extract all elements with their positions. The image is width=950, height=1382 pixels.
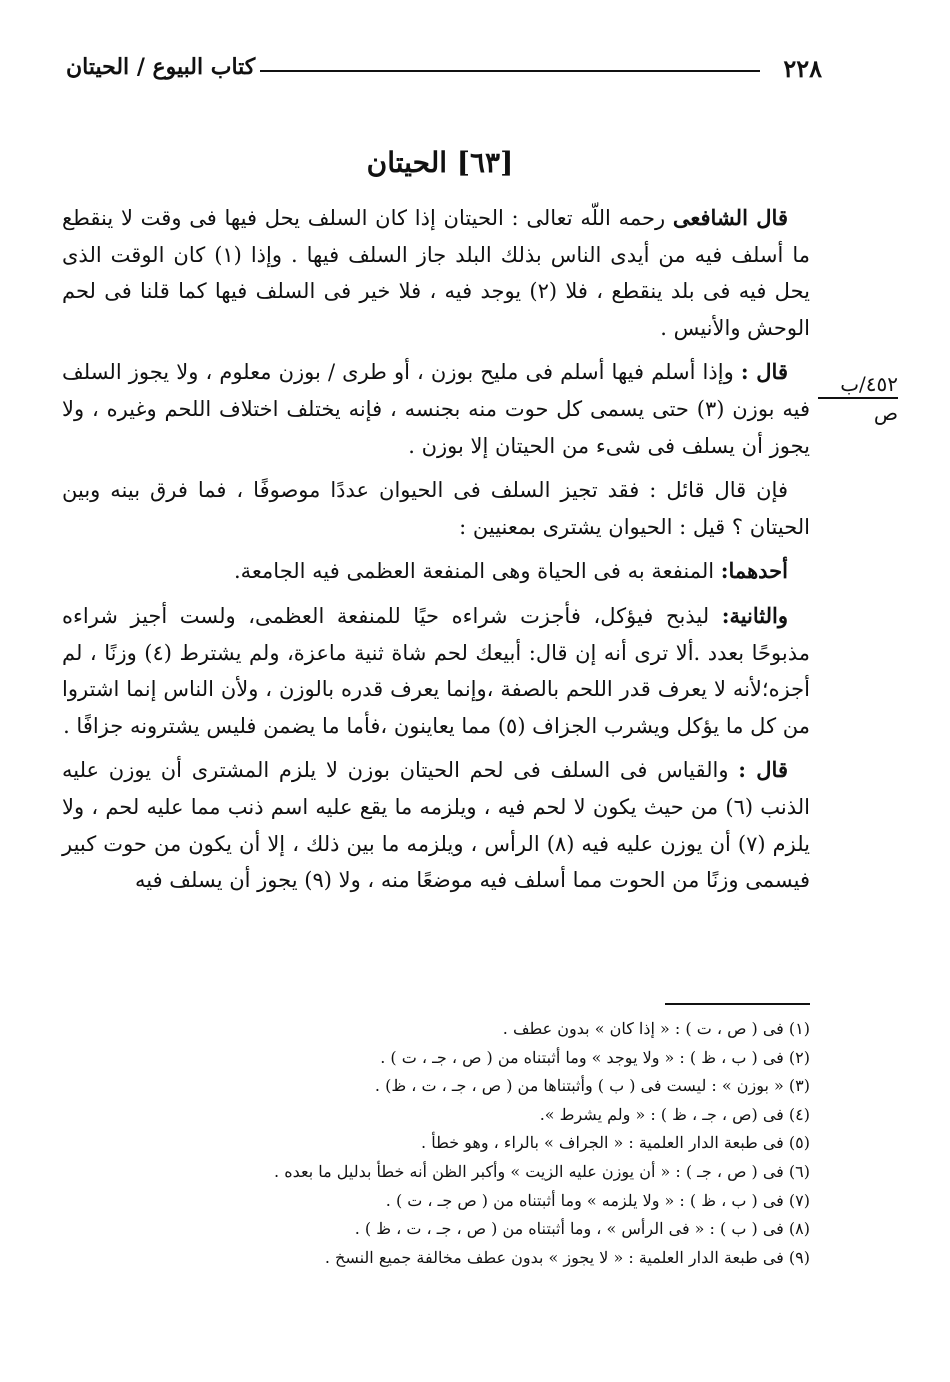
paragraph-text: رحمه اللّه تعالى : الحيتان إذا كان السلف يحل فيها فى وقت لا ينقطع ما أسلف فيه من أيدى الناس بذلك البلد جاز السلف فيها . وإذا (١) كان الوقت الذى يحل فيه فى بلد ينقطع ، فلا (٢) يوجد فيه ، فلا خير فى السلف فيها كما قلنا فى لحم الوحش والأنيس . [62, 206, 810, 340]
paragraph-lead: أحدهما: [720, 558, 788, 584]
margin-note-folio: ٤٥٢/ب [818, 372, 898, 399]
section-title: كتاب البيوع / الحيتان [66, 54, 256, 80]
paragraph-lead: قال : [738, 757, 788, 783]
footnote: (٣) « بوزن » : ليست فى ( ب ) وأثبتناها من ( ص ، جـ ، ت ، ظ) . [374, 1076, 810, 1096]
paragraph [62, 472, 810, 545]
paragraph [62, 200, 810, 346]
paragraph-text: المنفعة به فى الحياة وهى المنفعة العظمى فيه الجامعة. [233, 559, 721, 584]
footnote: (١) فى ( ص ، ت ) : « إذا كان » بدون عطف . [502, 1019, 810, 1038]
paragraph-text: وإذا أسلم فيها أسلم فى مليح بوزن ، أو طرى / بوزن معلوم ، ولا يجوز السلف فيه بوزن (٣) حتى يسمى كل حوت منه بجنسه ، فإنه يختلف اختلاف اللحم وغيره ، ولا يجوز أن يسلف فى شىء من الحيتان إلا بوزن . [62, 360, 810, 458]
paragraph-lead: قال الشافعى [672, 205, 788, 230]
main-text [62, 200, 810, 907]
paragraph-text: ليذبح فيؤكل، فأجزت شراءه حيًا للمنفعة العظمى، ولست أجيز شراءه مذبوحًا بعدد .ألا ترى أنه إن قال: أبيعك لحم شاة ثنية ماعزة، ولم يشترط (٤) وزنًا ، لم أجزه؛لأنه لا يعرف قدر اللحم بالصفة ،وإنما يعرف قدره بالوزن ، ولأن الناس إنما اشتروا من كل ما يؤكل ويشرب الجزاف (٥) مما يعاينون ،فأما ما يضمن فليس يشترونه جزافًا . [62, 603, 810, 738]
header-rule [260, 70, 760, 72]
chapter-title: [٦٣] الحيتان [366, 146, 514, 179]
manuscript-margin-note [818, 372, 898, 425]
page-number: ٢٢٨ [783, 54, 822, 83]
footnote: (٦) فى ( ص ، جـ ) : « أن يوزن عليه الزيت » وأكبر الظن أنه خطأ بدليل ما بعده . [274, 1161, 810, 1181]
margin-note-siglum: ص [873, 401, 898, 425]
paragraph-lead: قال : [740, 359, 788, 385]
paragraph-text: والقياس فى السلف فى لحم الحيتان بوزن لا يلزم المشترى أن يوزن عليه الذنب (٦) من حيث يكون لا لحم فيه ، ويلزمه ما يقع عليه اسم ذنب مما عليه لحم ، ولا يلزم (٧) أن يوزن عليه فيه (٨) الرأس ، ويلزمه ما بين ذلك ، إلا أن يكون من حوت كبير فيسمى وزنًا من الحوت مما أسلف فيه موضعًا منه ، ولا (٩) يجوز أن يسلف فيه [62, 758, 811, 893]
paragraph-text: فإن قال قائل : فقد تجيز السلف فى الحيوان عددًا موصوفًا ، فما فرق بينه وبين الحيتان ؟ قيل : الحيوان يشترى بمعنيين : [62, 478, 810, 539]
running-header [62, 48, 822, 88]
footnote: (٥) فى طبعة الدار العلمية : « الجراف » بالراء ، وهو خطأ . [421, 1133, 810, 1153]
paragraph-lead: والثانية: [721, 602, 788, 628]
paragraph [62, 598, 810, 744]
footnote: (٤) فى (ص ، جـ ، ظ ) : « ولم يشرط ». [539, 1104, 810, 1124]
paragraph [62, 553, 810, 590]
paragraph [62, 354, 810, 464]
paragraph [62, 752, 810, 898]
footnote-rule [665, 1003, 810, 1005]
footnotes [200, 1015, 810, 1272]
footnote: (٧) فى ( ب ، ظ ) : « ولا يلزمه » وما أثبتناه من ( ص جـ ، ت ) . [385, 1190, 810, 1210]
footnote: (٨) فى ( ب ) : « فى الرأس » ، وما أثبتناه من ( ص ، جـ ، ت ، ظ ) . [354, 1219, 810, 1239]
footnote: (٢) فى ( ب ، ظ ) : « ولا يوجد » وما أثبتناه من ( ص ، جـ ، ت ) . [380, 1047, 810, 1067]
footnote: (٩) فى طبعة الدار العلمية : « لا يجوز » بدون عطف مخالفة جميع النسخ . [324, 1247, 810, 1267]
